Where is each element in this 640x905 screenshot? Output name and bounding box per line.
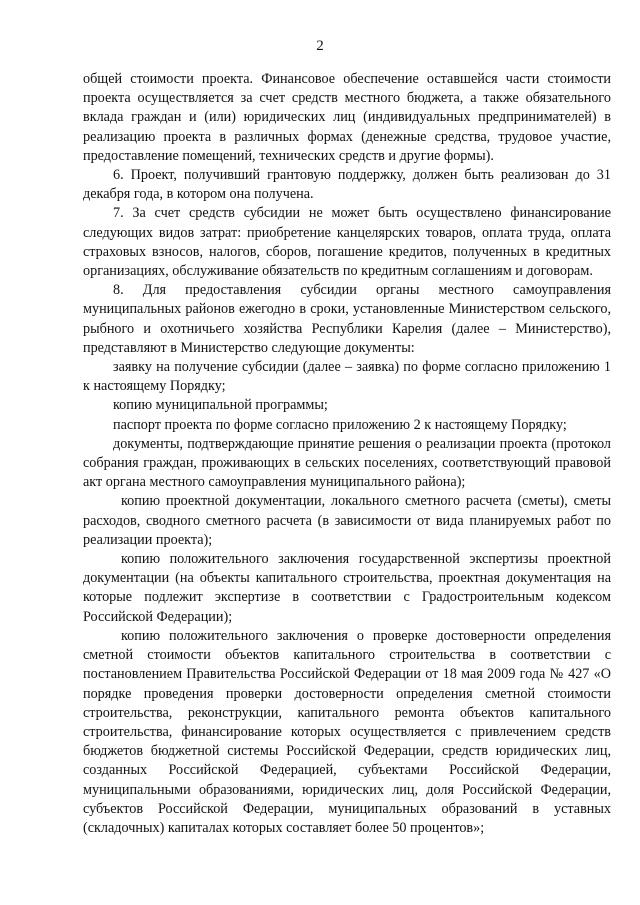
paragraph-financing-continuation: общей стоимости проекта. Финансовое обеспечение оставшейся части стоимости проекта осуществляется за счет средств местного бюджета, а также обязательного вклада граждан и (или) юридических лиц (индивидуальных предпринимателей) в реализацию проекта в различных формах (денежные средства, трудовое участие, предоставление помещений, технических средств и другие формы). (83, 71, 611, 164)
list-item-project-passport: паспорт проекта по форме согласно приложению 2 к настоящему Порядку; (113, 416, 567, 433)
list-item-municipal-program: копию муниципальной программы; (113, 397, 328, 414)
list-item-decision-documents: документы, подтверждающие принятие решения о реализации проекта (протокол собрания граждан, проживающих в сельских поселениях, соответствующий правовой акт органа местного самоуправления муниципального района); (83, 435, 611, 491)
list-item-project-documentation: копию проектной документации, локального сметного расчета (сметы), сметы расходов, сводного сметного расчета (в зависимости от вида планируемых работ по реализации проекта); (83, 493, 611, 548)
page-number: 2 (316, 38, 324, 54)
paragraph-item-7: 7. За счет средств субсидии не может быть осуществлено финансирование следующих видов затрат: приобретение канцелярских товаров, оплата труда, оплата страховых взносов, налогов, сборов, погашение кредитов, полученных в кредитных организациях, обслуживание обязательств по кредитным соглашениям и договорам. (83, 205, 611, 280)
list-item-application: заявку на получение субсидии (далее – заявка) по форме согласно приложению 1 к настоящему Порядку; (83, 359, 611, 395)
paragraph-item-6: 6. Проект, получивший грантовую поддержку, должен быть реализован до 31 декабря года, в котором она получена. (83, 167, 611, 203)
document-body (83, 70, 611, 838)
list-item-cost-verification: копию положительного заключения о проверке достоверности определения сметной стоимости объектов капитального строительства в соответствии с постановлением Правительства Российской Федерации от 18 мая 2009 года № 427 «О порядке проведения проверки достоверности определения сметной стоимости строительства, реконструкции, капитального ремонта объектов капитального строительства, финансирование которых осуществляется с привлечением средств бюджетов бюджетной системы Российской Федерации, средств юридических лиц, созданных Российской Федерацией, субъектами Российской Федерации, муниципальными образованиями, юридических лиц, доля Российской Федерации, субъектов Российской Федерации, муниципальных образований в уставных (складочных) капиталах которых составляет более 50 процентов»; (83, 627, 611, 836)
list-item-state-expertise: копию положительного заключения государственной экспертизы проектной документации (на объекты капитального строительства, проектная документация на которые подлежит экспертизе в соответствии с Градостроительным кодексом Российской Федерации); (83, 551, 611, 625)
paragraph-item-8: 8. Для предоставления субсидии органы местного самоуправления муниципальных районов ежегодно в сроки, установленные Министерством сельского, рыбного и охотничьего хозяйства Республики Карелия (далее – Министерство), представляют в Министерство следующие документы: (83, 282, 611, 356)
